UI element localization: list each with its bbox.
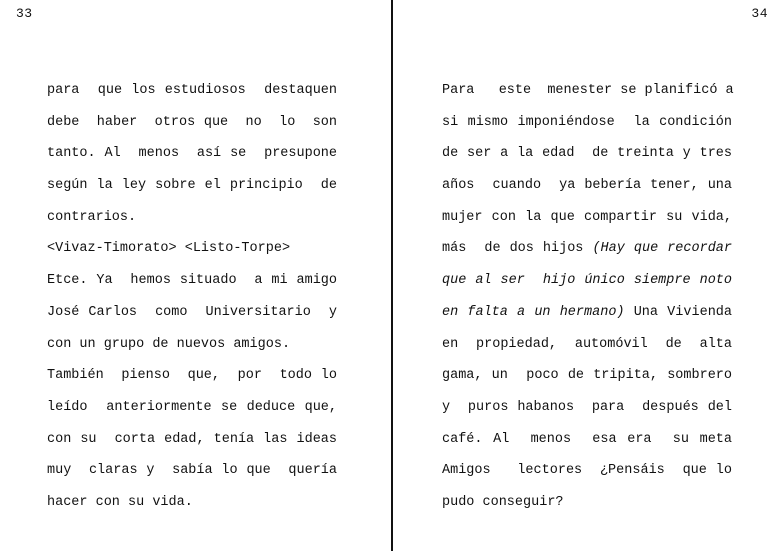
italic-text-segment: en falta a un hermano): [442, 304, 625, 320]
text-line-mixed: [442, 303, 732, 335]
text-line: José Carlos como Universitario y: [47, 304, 337, 320]
text-line: leído anteriormente se deduce que,: [47, 399, 337, 415]
text-line: si mismo imponiéndose la condición: [442, 114, 732, 130]
text-line-mixed: [442, 239, 732, 271]
italic-text-line: que al ser hijo único siempre noto: [442, 273, 732, 289]
text-line: Etce. Ya hemos situado a mi amigo: [47, 273, 337, 289]
left-page-text: [47, 81, 337, 525]
text-line: <Vivaz-Timorato> <Listo-Torpe>: [47, 241, 291, 257]
text-line: También pienso que, por todo lo: [47, 368, 337, 384]
text-line: contrarios.: [47, 209, 137, 225]
text-line: café. Al menos esa era su meta: [442, 431, 732, 447]
text-line: en propiedad, automóvil de alta: [442, 336, 732, 352]
text-line: hacer con su vida.: [47, 494, 193, 510]
text-line: gama, un poco de tripita, sombrero: [442, 368, 732, 384]
text-line: años cuando ya bebería tener, una: [442, 178, 732, 194]
text-line: muy claras y sabía lo que quería: [47, 463, 337, 479]
text-line: con un grupo de nuevos amigos.: [47, 336, 291, 352]
text-line: y puros habanos para después del: [442, 399, 732, 415]
text-line: con su corta edad, tenía las ideas: [47, 431, 337, 447]
text-line: tanto. Al menos así se presupone: [47, 146, 337, 162]
page-number-right: 34: [751, 6, 768, 21]
page-number-left: 33: [16, 6, 33, 21]
right-page-text: [442, 81, 732, 525]
text-line: pudo conseguir?: [442, 494, 564, 510]
italic-text-segment: (Hay que recordar: [592, 241, 732, 257]
text-line: Para este menester se planificó a: [442, 83, 734, 98]
text-line: debe haber otros que no lo son: [47, 114, 337, 130]
text-line: para que los estudiosos destaquen: [47, 83, 337, 98]
page-divider: [391, 0, 393, 551]
text-segment: más de dos hijos: [442, 241, 593, 257]
right-page: [394, 0, 784, 551]
text-line: de ser a la edad de treinta y tres: [442, 146, 732, 162]
text-line: mujer con la que compartir su vida,: [442, 209, 732, 225]
text-line: según la ley sobre el principio de: [47, 178, 337, 194]
text-line: Amigos lectores ¿Pensáis que lo: [442, 463, 732, 479]
text-segment: Una Vivienda: [624, 304, 732, 320]
